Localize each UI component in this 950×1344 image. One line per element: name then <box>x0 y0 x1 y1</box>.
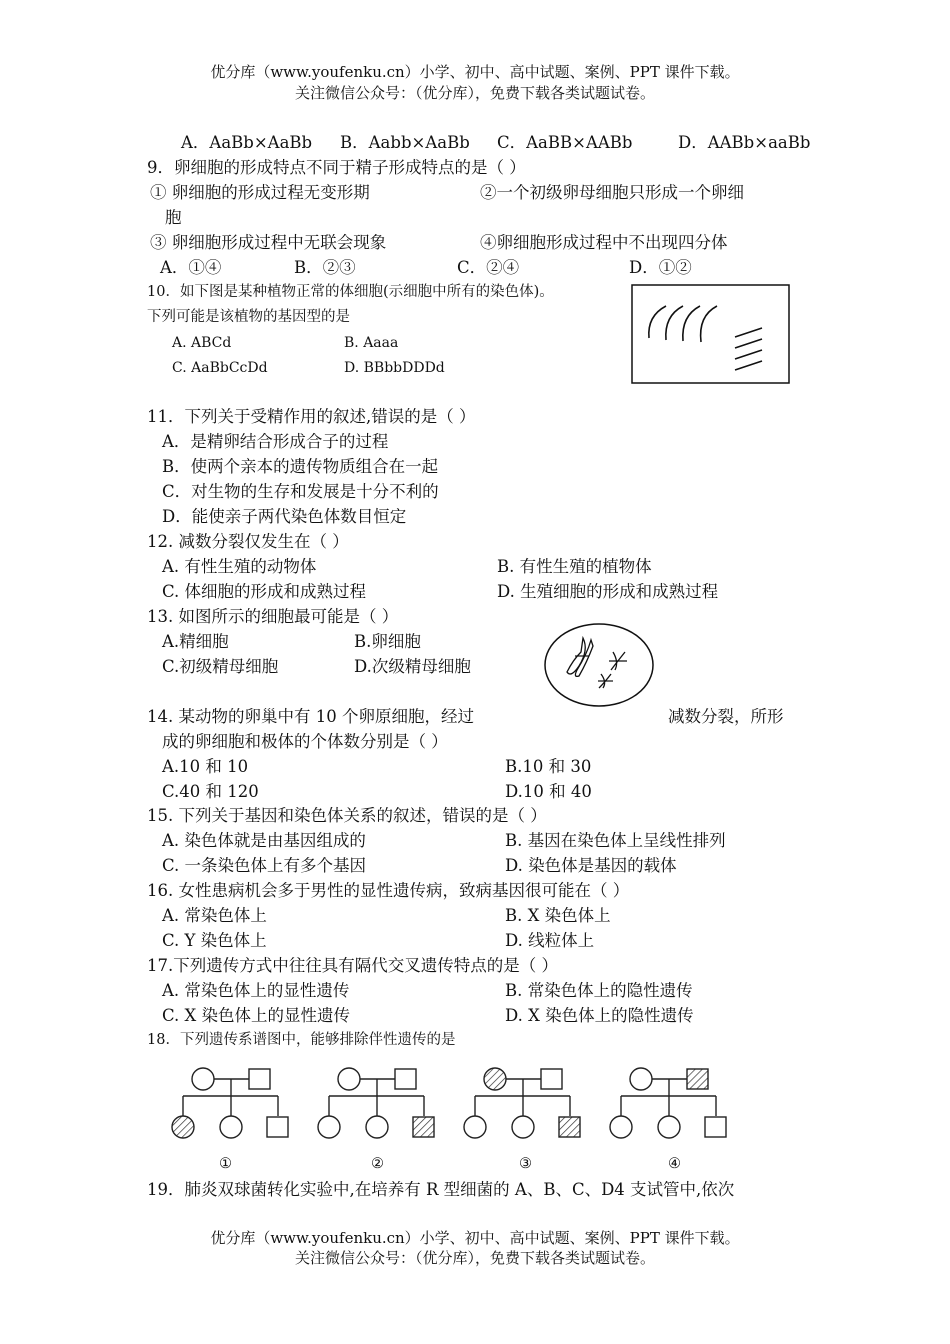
q18-label-3: ③ <box>519 1156 532 1172</box>
q17-option-c: C. X 染色体上的显性遗传 <box>162 1006 351 1025</box>
pedigree-3 <box>464 1068 580 1138</box>
q11-option-b: B．使两个亲本的遗传物质组合在一起 <box>162 457 439 476</box>
q18-pedigree-figure <box>170 1064 740 1144</box>
q18-label-2: ② <box>371 1156 384 1172</box>
q8-option-a: A．AaBb×AaBb <box>181 133 313 152</box>
q8-option-d: D．AABb×aaBb <box>678 133 811 152</box>
q11-option-c: C．对生物的生存和发展是十分不利的 <box>162 482 439 501</box>
q17-option-b: B. 常染色体上的隐性遗传 <box>505 981 693 1000</box>
q13-cell-figure <box>543 622 655 708</box>
q9-statement-2: ②一个初级卵母细胞只形成一个卵细 <box>480 183 744 202</box>
q8-option-c: C．AaBB×AABb <box>497 133 633 152</box>
footer-line-1: 优分库（www.youfenku.cn）小学、初中、高中试题、案例、PPT 课件下载。 <box>210 1229 740 1247</box>
q17-option-d: D. X 染色体上的隐性遗传 <box>505 1006 694 1025</box>
pedigree-2 <box>318 1068 434 1138</box>
q17-stem: 17.下列遗传方式中往往具有隔代交叉遗传特点的是（ ） <box>147 956 558 975</box>
q9-option-d: D．①② <box>629 258 692 277</box>
q15-option-c: C. 一条染色体上有多个基因 <box>162 856 367 875</box>
q9-statement-3: ③ 卵细胞形成过程中无联会现象 <box>150 233 387 252</box>
q9-option-a: A．①④ <box>160 258 222 277</box>
q12-stem: 12. 减数分裂仅发生在（ ） <box>147 532 349 551</box>
q14-stem-2: 成的卵细胞和极体的个体数分别是（ ） <box>162 732 448 751</box>
q10-chromosome-figure <box>631 284 791 385</box>
q13-option-d: D.次级精母细胞 <box>354 657 471 676</box>
q10-option-b: B. Aaaa <box>344 335 399 351</box>
q12-option-c: C. 体细胞的形成和成熟过程 <box>162 582 367 601</box>
q9-statement-4: ④卵细胞形成过程中不出现四分体 <box>480 233 728 252</box>
q17-option-a: A. 常染色体上的显性遗传 <box>162 981 350 1000</box>
q16-option-b: B. X 染色体上 <box>505 906 611 925</box>
q10-option-d: D. BBbbDDDd <box>344 360 445 376</box>
q10-stem-1: 10．如下图是某种植物正常的体细胞(示细胞中所有的染色体)。 <box>147 284 554 300</box>
q12-option-d: D. 生殖细胞的形成和成熟过程 <box>497 582 719 601</box>
q18-stem: 18．下列遗传系谱图中，能够排除伴性遗传的是 <box>147 1032 456 1048</box>
q14-option-d: D.10 和 40 <box>505 782 592 801</box>
q14-stem-a: 14. 某动物的卵巢中有 10 个卵原细胞，经过 <box>147 707 474 726</box>
q14-option-a: A.10 和 10 <box>162 757 249 776</box>
footer-line-2: 关注微信公众号：（优分库），免费下载各类试题试卷。 <box>294 1249 655 1267</box>
q8-option-b: B．Aabb×AaBb <box>340 133 470 152</box>
pedigree-4 <box>610 1068 726 1138</box>
q9-statement-2-cont: 胞 <box>165 208 182 227</box>
q16-option-a: A. 常染色体上 <box>162 906 267 925</box>
q15-stem: 15. 下列关于基因和染色体关系的叙述，错误的是（ ） <box>147 806 547 825</box>
q13-option-b: B.卵细胞 <box>354 632 421 651</box>
pedigree-1 <box>172 1068 288 1138</box>
q9-option-b: B．②③ <box>294 258 356 277</box>
q9-option-c: C．②④ <box>457 258 520 277</box>
q15-option-d: D. 染色体是基因的载体 <box>505 856 677 875</box>
q12-option-b: B. 有性生殖的植物体 <box>497 557 652 576</box>
q11-option-d: D．能使亲子两代染色体数目恒定 <box>162 507 407 526</box>
q9-statement-1: ① 卵细胞的形成过程无变形期 <box>150 183 370 202</box>
q14-option-c: C.40 和 120 <box>162 782 259 801</box>
q10-stem-2: 下列可能是该植物的基因型的是 <box>147 309 350 325</box>
q14-stem-b: 减数分裂，所形 <box>668 707 784 726</box>
q13-option-c: C.初级精母细胞 <box>162 657 279 676</box>
q14-option-b: B.10 和 30 <box>505 757 592 776</box>
q19-stem: 19．肺炎双球菌转化实验中,在培养有 R 型细菌的 A、B、C、D4 支试管中,依次 <box>147 1180 735 1199</box>
q18-label-4: ④ <box>668 1156 681 1172</box>
q16-option-c: C. Y 染色体上 <box>162 931 267 950</box>
header-line-1: 优分库（www.youfenku.cn）小学、初中、高中试题、案例、PPT 课件下载。 <box>210 63 740 81</box>
q18-label-1: ① <box>219 1156 232 1172</box>
q15-option-b: B. 基因在染色体上呈线性排列 <box>505 831 726 850</box>
q15-option-a: A. 染色体就是由基因组成的 <box>162 831 366 850</box>
q10-option-a: A. ABCd <box>172 335 232 351</box>
q9-stem: 9．卵细胞的形成特点不同于精子形成特点的是（ ） <box>147 158 526 177</box>
q11-stem: 11．下列关于受精作用的叙述,错误的是（ ） <box>147 407 476 426</box>
q13-option-a: A.精细胞 <box>162 632 229 651</box>
q10-option-c: C. AaBbCcDd <box>172 360 268 376</box>
q16-stem: 16. 女性患病机会多于男性的显性遗传病，致病基因很可能在（ ） <box>147 881 630 900</box>
q12-option-a: A. 有性生殖的动物体 <box>162 557 317 576</box>
header-line-2: 关注微信公众号：（优分库），免费下载各类试题试卷。 <box>294 84 655 102</box>
q16-option-d: D. 线粒体上 <box>505 931 595 950</box>
q13-stem: 13. 如图所示的细胞最可能是（ ） <box>147 607 399 626</box>
q11-option-a: A．是精卵结合形成合子的过程 <box>162 432 389 451</box>
